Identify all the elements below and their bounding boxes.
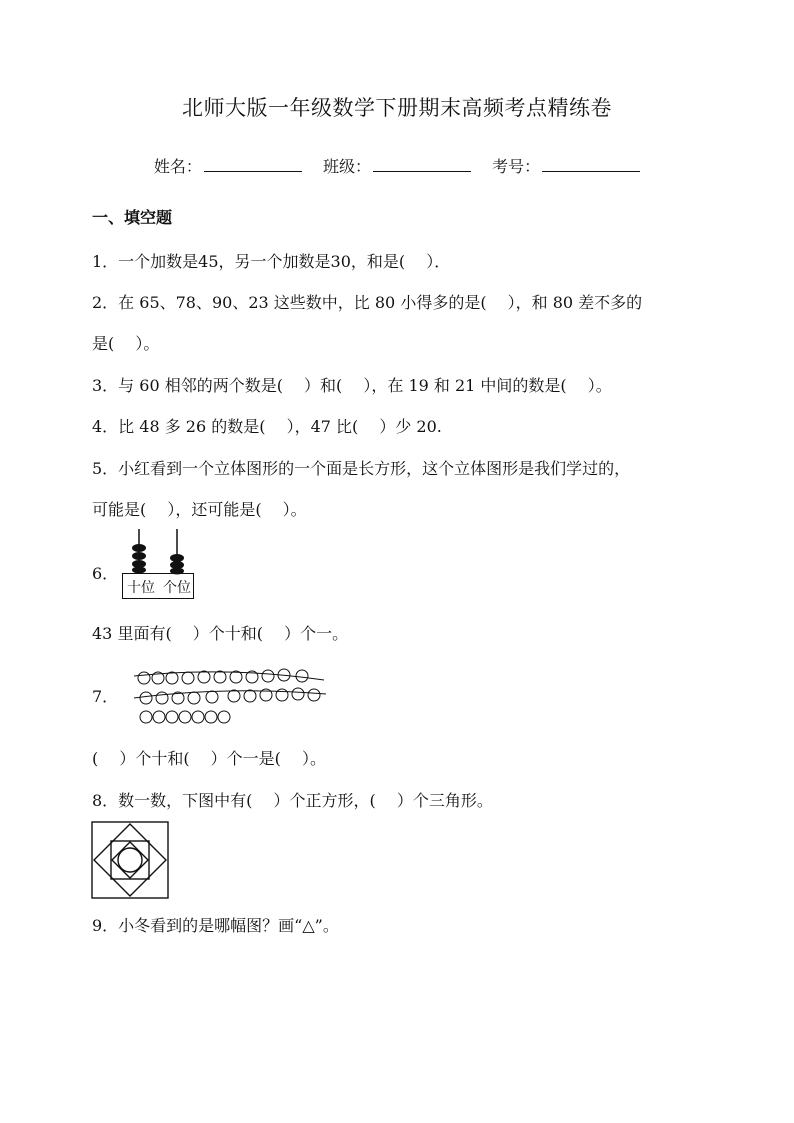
abacus-place-labels: [122, 573, 194, 599]
student-info-row: [0, 154, 794, 177]
id-blank[interactable]: [542, 157, 640, 172]
question-7-text: ( ）个十和( ）个一是( ）。: [92, 749, 326, 768]
question-6-number: 6．: [92, 564, 119, 583]
bead-strings-figure: [132, 668, 332, 726]
name-blank[interactable]: [204, 157, 302, 172]
id-field: [492, 154, 640, 177]
question-8: 8．数一数，下图中有( ）个正方形，( ）个三角形。: [92, 791, 493, 810]
id-label: 考号：: [492, 157, 541, 176]
question-1: 1．一个加数是45，另一个加数是30，和是( ）．: [92, 252, 451, 271]
nested-squares-figure: [91, 821, 169, 899]
abacus-figure: [120, 527, 200, 575]
question-3: 3．与 60 相邻的两个数是( ）和( ），在 19 和 21 中间的数是( ）。: [92, 376, 612, 395]
name-field: [154, 154, 302, 177]
class-blank[interactable]: [373, 157, 471, 172]
question-9: 9．小冬看到的是哪幅图？画“△”。: [92, 916, 339, 935]
tens-place-label: 十位: [127, 580, 155, 596]
question-6-text: 43 里面有( ）个十和( ）个一。: [92, 624, 349, 643]
question-4: 4．比 48 多 26 的数是( ），47 比( ）少 20.: [92, 417, 442, 436]
question-7-number: 7．: [92, 687, 119, 706]
class-label: 班级：: [322, 157, 371, 176]
question-5-line-1: 5．小红看到一个立体图形的一个面是长方形，这个立体图形是我们学过的，: [92, 459, 631, 478]
question-2-line-2: 是( ）。: [92, 334, 160, 353]
question-2-line-1: 2．在 65、78、90、23 这些数中，比 80 小得多的是( ），和 80 差不多的: [92, 293, 643, 312]
ones-place-label: 个位: [163, 580, 191, 596]
class-field: [323, 154, 471, 177]
page-title: 北师大版一年级数学下册期末高频考点精练卷: [182, 96, 612, 120]
section-heading-fill-in: 一、填空题: [92, 208, 173, 227]
question-5-line-2: 可能是( ），还可能是( ）。: [92, 500, 307, 519]
name-label: 姓名：: [153, 157, 202, 176]
